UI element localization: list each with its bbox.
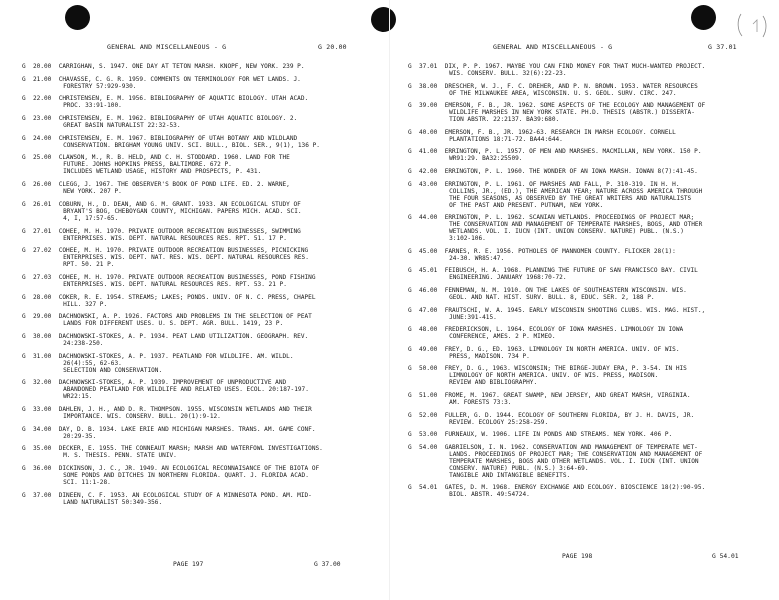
entry-line: THE CONSERVATION AND MANAGEMENT OF TEMPERATE MARSHES, BOGS, AND OTHER: [449, 221, 703, 229]
bibliography-entry: [22, 135, 377, 149]
entry-code: G 33.00: [22, 406, 52, 413]
bibliography-entry: [408, 326, 776, 340]
entry-line: 3:102-106.: [449, 235, 486, 243]
entry-code: G 39.00: [408, 102, 438, 110]
entry-line: TION ABSTR. 22:2137. BA39:680.: [449, 116, 560, 124]
bibliography-entry: [22, 181, 377, 195]
page-gutter: [389, 0, 390, 600]
entry-line: SELECTION AND CONSERVATION.: [63, 366, 163, 374]
entry-text: [59, 63, 305, 70]
bibliography-entry: [408, 168, 776, 175]
entry-line: WIS. CONSERV. BULL. 32(6):22-23.: [449, 70, 567, 77]
entry-text: [445, 365, 687, 386]
bibliography-entry: [22, 406, 377, 420]
entry-code: G 50.00: [408, 365, 438, 373]
entry-text: [59, 353, 294, 374]
left-header-title: GENERAL AND MISCELLANEOUS - G: [107, 43, 227, 51]
entry-code: G 43.00: [408, 180, 438, 188]
bibliography-entry: [22, 63, 377, 70]
entry-text: [445, 148, 702, 162]
entry-text: [59, 154, 290, 175]
bibliography-entry: [408, 346, 776, 360]
bibliography-entry: [408, 431, 776, 438]
bibliography-entry: [22, 154, 377, 175]
entry-line: WR91:29. BA32:25509.: [449, 155, 523, 163]
right-footer-code: G 54.01: [712, 553, 739, 560]
bibliography-entry: [22, 294, 377, 308]
left-page-number: PAGE 197: [173, 561, 204, 568]
bibliography-entry: [22, 333, 377, 347]
entry-line: ERRINGTON, P. L. 1961. OF MARSHES AND FALL, P. 310-319. IN H. H.: [444, 180, 680, 188]
entry-code: G 42.00: [408, 167, 438, 175]
entry-code: G 20.00: [22, 63, 52, 70]
entry-text: [59, 426, 316, 440]
entry-line: DIX, P. P. 1967. MAYBE YOU CAN FIND MONEY FOR THAT MUCH-WANTED PROJECT.: [444, 63, 706, 70]
entry-line: DRESCHER, W. J., F. C. DREHER, AND P. N. BROWN. 1953. WATER RESOURCES: [444, 82, 698, 90]
entry-text: [445, 267, 698, 281]
entry-line: CHAVASSE, C. G. R. 1959. COMMENTS ON TERMINOLOGY FOR WET LANDS. J.: [58, 75, 301, 83]
entry-code: G 24.00: [22, 134, 52, 142]
entry-code: G 54.01: [408, 484, 438, 492]
entry-line: 24:238-250.: [63, 339, 104, 347]
bibliography-entry: [22, 353, 377, 374]
entry-code: G 22.00: [22, 95, 52, 103]
entry-code: G 21.00: [22, 75, 52, 83]
bibliography-entry: [22, 274, 377, 288]
entry-line: ERRINGTON, P. L. 1957. OF MEN AND MARSHES. MACMILLAN, NEW YORK. 150 P.: [444, 148, 702, 156]
entry-text: [445, 307, 705, 321]
entry-line: FULLER, G. D. 1944. ECOLOGY OF SOUTHERN FLORIDA, BY J. H. DAVIS, JR.: [444, 411, 695, 419]
entry-code: G 52.00: [408, 411, 438, 419]
entry-line: FURNEAUX, W. 1906. LIFE IN PONDS AND STREAMS. NEW YORK. 406 P.: [444, 431, 673, 439]
entry-line: NEW YORK. 207 P.: [63, 188, 122, 196]
bibliography-entry: [22, 76, 377, 90]
bibliography-entry: [22, 445, 377, 459]
entry-line: DAHLEN, J. H., AND D. R. THOMPSON. 1955. WISCONSIN WETLANDS AND THEIR: [58, 406, 312, 413]
entry-text: [59, 95, 308, 109]
bibliography-entry: [408, 307, 776, 321]
entry-code: G 41.00: [408, 148, 438, 156]
entry-line: ABANDONED PEATLAND FOR WILDLIFE AND RELATED USES. ECOL. 20:187-197.: [63, 386, 309, 394]
entry-line: JUNE:391-415.: [449, 313, 497, 321]
entry-code: G 37.01: [408, 63, 438, 70]
entry-line: PRESS, MADISON. 734 P.: [449, 352, 530, 360]
entry-line: COLLINS, JR., (ED.), THE AMERICAN YEAR; NATURE ACROSS AMERICA THROUGH: [449, 187, 703, 195]
entry-line: FORESTRY 57:929-930.: [63, 82, 137, 90]
entry-line: OF THE MILWAUKEE AREA, WISCONSIN. U. S. GEOL. SURV. CIRC. 247.: [449, 89, 677, 97]
entry-line: DACHNOWSKI, A. P. 1926. FACTORS AND PROBLEMS IN THE SELECTION OF PEAT: [58, 313, 312, 321]
entry-line: CONSERV. NATURE) PUBL. (N.S.) 3:64-69.: [449, 464, 589, 472]
right-entry-list: [408, 63, 776, 504]
bibliography-entry: [408, 129, 776, 143]
entry-line: REVIEW AND BIBLIOGRAPHY.: [449, 379, 538, 387]
entry-line: ENTERPRISES. WIS. DEPT. NATURAL RESOURCES RES. RPT. 51. 17 P.: [63, 234, 287, 242]
entry-line: FRAUTSCHI, W. A. 1945. EARLY WISCONSIN SHOOTING CLUBS. WIS. MAG. HIST.,: [444, 306, 706, 314]
entry-line: PLANTATIONS 18:71-72. BA44:644.: [449, 135, 563, 143]
left-page: [0, 0, 385, 600]
entry-line: SOME PONDS AND DITCHES IN NORTHERN FLORIDA. QUART. J. FLORIDA ACAD.: [63, 472, 309, 480]
entry-line: GREAT BASIN NATURALIST 22:32-53.: [63, 122, 181, 130]
bibliography-entry: [22, 426, 377, 440]
entry-text: [59, 201, 302, 222]
bibliography-entry: [22, 313, 377, 327]
entry-line: CLEGG, J. 1967. THE OBSERVER'S BOOK OF POND LIFE. ED. 2. WARNE,: [58, 181, 290, 189]
right-page-number: PAGE 198: [562, 553, 593, 560]
bibliography-entry: [22, 492, 377, 506]
entry-line: PROC. 33:91-100.: [63, 102, 122, 110]
entry-line: FREDERICKSON, L. 1964. ECOLOGY OF IOWA MARSHES. LIMNOLOGY IN IOWA: [444, 326, 684, 334]
bibliography-entry: [408, 287, 776, 301]
entry-text: [59, 274, 316, 288]
entry-code: G 23.00: [22, 115, 52, 123]
entry-code: G 26.00: [22, 181, 52, 189]
entry-line: FEIBUSCH, H. A. 1968. PLANNING THE FUTURE OF SAN FRANCISCO BAY. CIVIL: [444, 267, 698, 275]
entry-line: IMPORTANCE. WIS. CONSERV. BULL. 20(1):9-12.: [63, 413, 221, 420]
entry-line: FUTURE. JOHNS HOPKINS PRESS, BALTIMORE. 672 P.: [63, 161, 232, 169]
entry-text: [59, 181, 290, 195]
entry-line: SCI. 11:1-28.: [63, 479, 111, 487]
entry-line: LANDS FOR DIFFERENT USES. U. S. DEPT. AGR. BULL. 1419, 23 P.: [63, 320, 284, 328]
bibliography-entry: [408, 365, 776, 386]
bibliography-entry: [22, 247, 377, 268]
entry-text: [445, 83, 698, 97]
entry-line: DAY, D. B. 1934. LAKE ERIE AND MICHIGAN MARSHES. TRANS. AM. GAME CONF.: [58, 425, 316, 433]
entry-line: CHRISTENSEN, E. M. 1962. BIBLIOGRAPHY OF UTAH AQUATIC BIOLOGY. 2.: [58, 115, 298, 123]
entry-code: G 35.00: [22, 445, 52, 453]
entry-line: COHEE, M. H. 1970. PRIVATE OUTDOOR RECREATION BUSINESSES, SWIMMING: [58, 227, 301, 235]
entry-text: [59, 406, 312, 420]
entry-code: G 37.00: [22, 491, 52, 499]
bibliography-entry: [22, 115, 377, 129]
entry-line: WILDLIFE MARSHES IN NEW YORK STATE. PH.D. THESIS (ABSTR.) DISSERTA-: [449, 109, 695, 117]
entry-text: [59, 465, 319, 486]
entry-line: CONSERVATION. BRIGHAM YOUNG UNIV. SCI. BULL., BIOL. SER., 9(1), 136 P.: [63, 141, 320, 149]
bibliography-entry: [408, 267, 776, 281]
entry-line: ENTERPRISES. WIS. DEPT. NATURAL RESOURCES RES. RPT. 53. 21 P.: [63, 280, 287, 288]
entry-line: 26(4):55, 62-63.: [63, 359, 122, 367]
entry-line: GABRIELSON, I. N. 1962. CONSERVATION AND MANAGEMENT OF TEMPERATE WET-: [444, 443, 698, 451]
entry-line: DECKER, E. 1955. THE CONNEAUT MARSH; MARSH AND WATERFOWL INVESTIGATIONS.: [58, 445, 323, 453]
entry-line: INCLUDES WETLAND USAGE, HISTORY AND PROSPECTS, P. 431.: [63, 168, 262, 176]
bibliography-entry: [22, 228, 377, 242]
entry-line: ENGINEERING. JANUARY 1968:70-72.: [449, 274, 567, 282]
right-header-title: GENERAL AND MISCELLANEOUS - G: [493, 43, 613, 51]
entry-line: CHRISTENSEN, E. M. 1956. BIBLIOGRAPHY OF AQUATIC BIOLOGY. UTAH ACAD.: [58, 95, 309, 103]
entry-text: [445, 248, 676, 262]
entry-code: G 51.00: [408, 391, 438, 399]
entry-text: [59, 313, 312, 327]
entry-text: [59, 492, 312, 506]
entry-code: G 53.00: [408, 431, 438, 439]
entry-text: [445, 431, 672, 438]
bibliography-entry: [408, 181, 776, 209]
entry-line: REVIEW. ECOLOGY 25:258-259.: [449, 418, 549, 426]
entry-line: ENTERPRISES. WIS. DEPT. NAT. RES. WIS. DEPT. NATURAL RESOURCES RES.: [63, 254, 309, 262]
entry-text: [445, 129, 676, 143]
bibliography-entry: [408, 412, 776, 426]
entry-code: G 44.00: [408, 214, 438, 222]
entry-line: AM. FORESTS 73:3.: [449, 398, 512, 406]
entry-line: COKER, R. E. 1954. STREAMS; LAKES; PONDS. UNIV. OF N. C. PRESS, CHAPEL: [58, 293, 316, 301]
entry-line: FROME, M. 1967. GREAT SWAMP, NEW JERSEY, AND GREAT MARSH, VIRGINIA.: [444, 391, 691, 399]
entry-text: [59, 247, 309, 268]
entry-line: CHRISTENSEN, E. M. 1967. BIBLIOGRAPHY OF UTAH BOTANY AND WILDLAND: [58, 134, 298, 142]
entry-line: DACHNOWSKI-STOKES, A. P. 1939. IMPROVEMENT OF UNPRODUCTIVE AND: [58, 379, 287, 387]
bibliography-entry: [408, 214, 776, 242]
bibliography-entry: [408, 392, 776, 406]
entry-line: 24-30. WR85:47.: [449, 254, 505, 262]
entry-text: [445, 346, 680, 360]
entry-code: G 49.00: [408, 345, 438, 353]
entry-line: TANGIBLE AND INTANGIBLE BENEFITS.: [449, 471, 571, 479]
bibliography-entry: [22, 95, 377, 109]
entry-code: G 27.01: [22, 227, 52, 235]
entry-text: [445, 102, 705, 123]
entry-text: [445, 214, 703, 242]
entry-line: LANDS. PROCEEDINGS OF PROJECT MAR; THE CONSERVATION AND MANAGEMENT OF: [449, 450, 703, 458]
entry-line: DACHNOWSKI-STOKES, A. P. 1937. PEATLAND FOR WILDLIFE. AM. WILDL.: [58, 352, 294, 360]
entry-line: DACHNOWSKI-STOKES, A. P. 1934. PEAT LAND UTILIZATION. GEOGRAPH. REV.: [58, 332, 309, 340]
bibliography-entry: [408, 444, 776, 479]
entry-line: ERRINGTON, P. L. 1960. THE WONDER OF AN IOWA MARSH. IOWAN 8(7):41-45.: [444, 167, 698, 175]
entry-line: GEOL. AND NAT. HIST. SURV. BULL. 8, EDUC. SER. 2, 188 P.: [449, 293, 655, 301]
bibliography-entry: [22, 379, 377, 400]
entry-line: M. S. THESIS. PENN. STATE UNIV.: [63, 452, 177, 460]
entry-text: [59, 445, 323, 459]
entry-text: [445, 392, 691, 406]
entry-code: G 31.00: [22, 352, 52, 360]
entry-line: EMERSON, F. B., JR. 1962-63. RESEARCH IN MARSH ECOLOGY. CORNELL: [444, 128, 676, 136]
entry-code: G 48.00: [408, 326, 438, 334]
bibliography-entry: [408, 63, 776, 77]
left-entry-list: [22, 63, 377, 511]
entry-code: G 28.00: [22, 293, 52, 301]
entry-code: G 29.00: [22, 313, 52, 321]
bibliography-entry: [408, 148, 776, 162]
entry-line: COHEE, M. H. 1970. PRIVATE OUTDOOR RECREATION BUSINESSES, PICNICKING: [58, 247, 309, 255]
entry-code: G 30.00: [22, 332, 52, 340]
entry-text: [445, 326, 683, 340]
entry-code: G 38.00: [408, 82, 438, 90]
entry-line: GATES, D. M. 1968. ENERGY EXCHANGE AND ECOLOGY. BIOSCIENCE 18(2):90-95.: [444, 484, 706, 492]
entry-line: COBURN, H., D. DEAN, AND G. M. GRANT. 1933. AN ECOLOGICAL STUDY OF: [58, 200, 301, 208]
entry-line: DINEEN, C. F. 1953. AN ECOLOGICAL STUDY OF A MINNESOTA POND. AM. MID-: [58, 491, 312, 499]
entry-text: [59, 115, 297, 129]
entry-text: [445, 168, 698, 175]
entry-line: HILL. 327 P.: [63, 300, 108, 308]
entry-text: [445, 181, 703, 209]
entry-code: G 32.00: [22, 379, 52, 387]
entry-text: [445, 484, 705, 498]
entry-line: ERRINGTON, P. L. 1962. SCANIAN WETLANDS. PROCEEDINGS OF PROJECT MAR;: [444, 214, 695, 222]
right-header-code: G 37.01: [708, 43, 737, 51]
bibliography-entry: [22, 465, 377, 486]
right-page: [394, 0, 779, 600]
entry-line: FENNEMAN, N. M. 1910. ON THE LAKES OF SOUTHEASTERN WISCONSIN. WIS.: [444, 286, 687, 294]
entry-code: G 40.00: [408, 128, 438, 136]
entry-code: G 27.02: [22, 247, 52, 255]
entry-code: G 45.01: [408, 267, 438, 275]
entry-line: EMERSON, F. B., JR. 1962. SOME ASPECTS OF THE ECOLOGY AND MANAGEMENT OF: [444, 102, 706, 110]
entry-line: THE FOUR SEASONS, AS OBSERVED BY THE GREAT WRITERS AND NATURALISTS: [449, 194, 692, 202]
entry-line: FREY, D. G., 1963. WISCONSIN; THE BIRGE-JUDAY ERA, P. 3-54. IN HIS: [444, 365, 687, 373]
entry-text: [59, 333, 308, 347]
entry-line: WETLANDS. VOL. I. IUCN (INT. UNION CONSERV. NATURE) PUBL. (N.S.): [449, 228, 684, 236]
entry-code: G 45.00: [408, 247, 438, 255]
entry-line: CARRIGHAN, S. 1947. ONE DAY AT TETON MARSH. KNOPF, NEW YORK. 239 P.: [58, 63, 305, 70]
entry-text: [445, 444, 703, 479]
entry-line: BRYANT'S BOG, CHEBOYGAN COUNTY, MICHIGAN. PAPERS MICH. ACAD. SCI.: [63, 207, 302, 215]
entry-line: BIOL. ABSTR. 49:54724.: [449, 491, 530, 499]
left-header-code: G 20.00: [318, 43, 347, 51]
entry-line: 4, I, 17:57-65.: [63, 214, 119, 222]
entry-text: [59, 76, 301, 90]
bibliography-entry: [22, 201, 377, 222]
entry-line: FARNES, R. E. 1956. POTHOLES OF MANNOMEN COUNTY. FLICKER 28(1):: [444, 247, 676, 255]
entry-line: FREY, D. G., ED. 1963. LIMNOLOGY IN NORTH AMERICA. UNIV. OF WIS.: [444, 345, 680, 353]
entry-text: [445, 412, 694, 426]
bibliography-entry: [408, 83, 776, 97]
entry-line: TEMPERATE MARSHES, BOGS AND OTHER WETLANDS. VOL. I. IUCN (INT. UNION: [449, 457, 699, 465]
entry-line: CLAWSON, M., R. B. HELD, AND C. H. STODDARD. 1960. LAND FOR THE: [58, 154, 290, 162]
entry-text: [445, 287, 687, 301]
entry-line: RPT. 50. 21 P.: [63, 261, 115, 269]
entry-text: [59, 135, 320, 149]
entry-line: CONFERENCE, AMES. 2 P. MIMEO.: [449, 333, 556, 341]
entry-code: G 47.00: [408, 306, 438, 314]
entry-line: COHEE, M. H. 1970. PRIVATE OUTDOOR RECREATION BUSINESSES, POND FISHING: [58, 273, 316, 281]
entry-line: WR22:15.: [63, 393, 93, 401]
entry-code: G 46.00: [408, 286, 438, 294]
bibliography-entry: [408, 248, 776, 262]
entry-line: 20:29-35.: [63, 432, 97, 440]
entry-line: LAND NATURALIST 50:349-356.: [63, 498, 163, 506]
entry-code: G 54.00: [408, 443, 438, 451]
entry-text: [59, 228, 301, 242]
entry-line: OF THE PAST AND PRESENT. PUTNAM, NEW YORK.: [449, 201, 604, 209]
entry-code: G 25.00: [22, 154, 52, 162]
entry-code: G 36.00: [22, 465, 52, 473]
entry-code: G 26.01: [22, 200, 52, 208]
entry-line: DICKINSON, J. C., JR. 1949. AN ECOLOGICAL RECONNAISANCE OF THE BIOTA OF: [58, 465, 320, 473]
left-footer-code: G 37.00: [314, 561, 341, 568]
entry-code: G 34.00: [22, 425, 52, 433]
entry-text: [59, 379, 309, 400]
bibliography-entry: [408, 102, 776, 123]
bibliography-entry: [408, 484, 776, 498]
entry-text: [445, 63, 705, 77]
entry-text: [59, 294, 316, 308]
entry-line: LIMNOLOGY OF NORTH AMERICA. UNIV. OF WIS. PRESS, MADISON.: [449, 372, 659, 380]
entry-code: G 27.03: [22, 273, 52, 281]
